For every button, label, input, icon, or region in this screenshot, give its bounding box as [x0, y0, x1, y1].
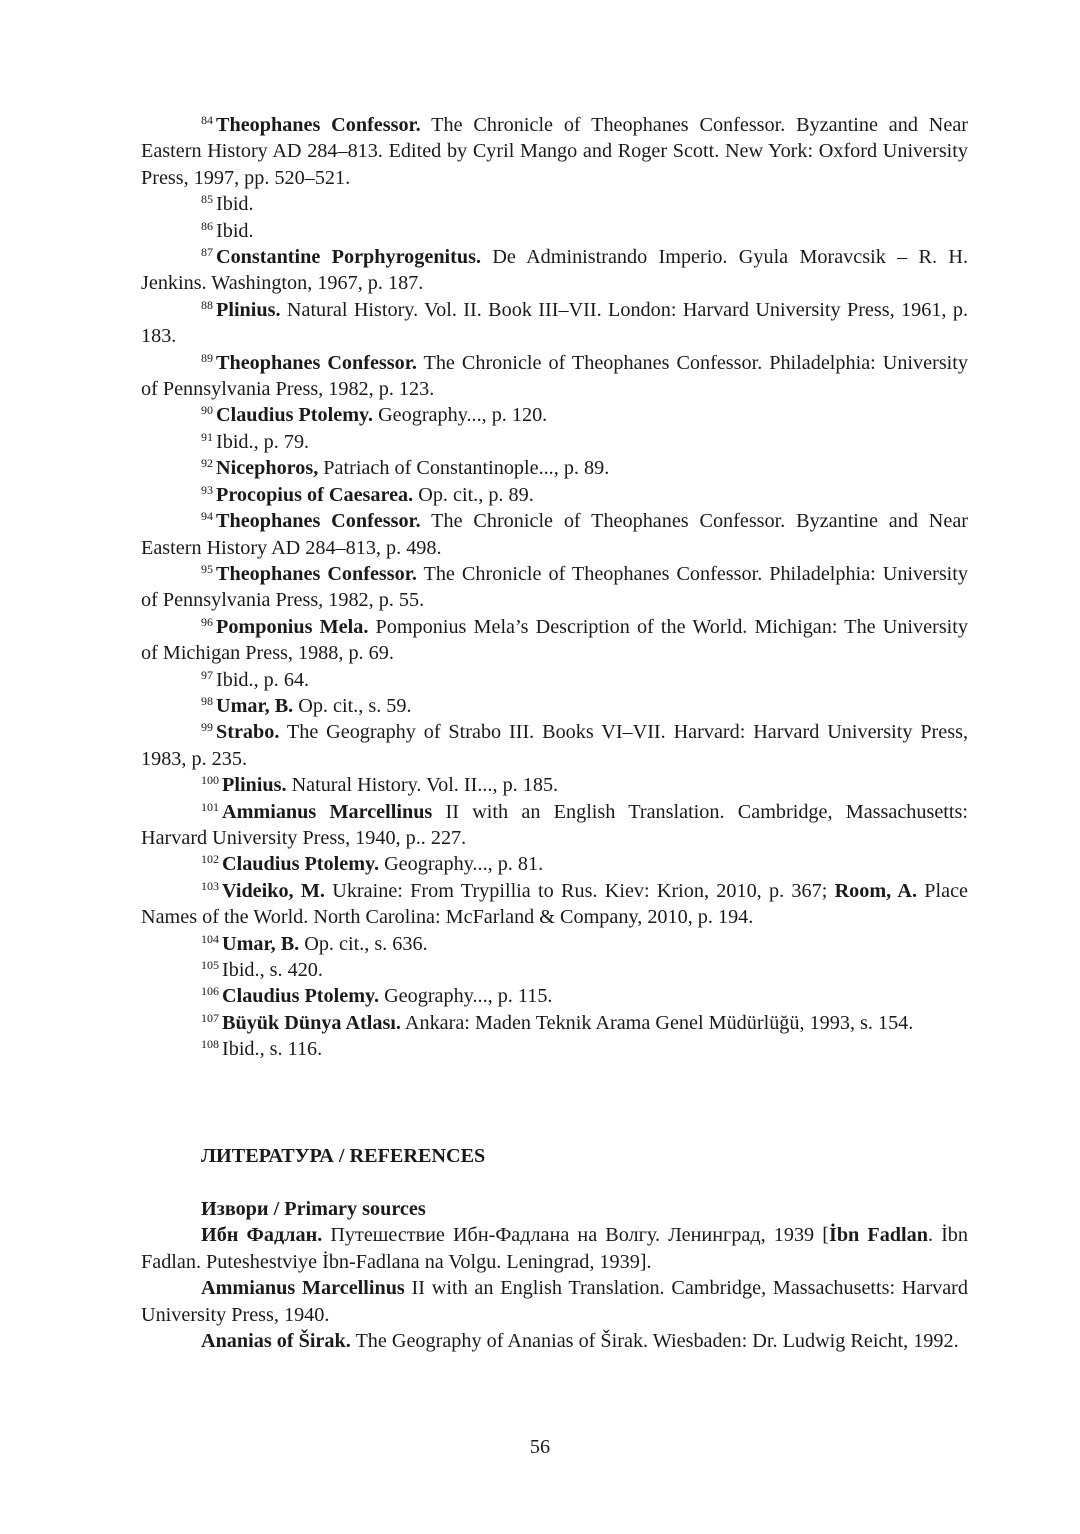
footnote-author: Claudius Ptolemy. [222, 853, 380, 876]
footnote-author: Plinius. [222, 774, 287, 797]
footnote-author: Strabo. [216, 721, 280, 744]
reference-entry [141, 1275, 968, 1328]
footnote [141, 957, 968, 983]
footnote-number: 104 [201, 931, 219, 946]
footnote-number: 88 [201, 297, 213, 312]
reference-entry [141, 1328, 968, 1354]
reference-text: . İbn Fadlan. Puteshestviye İbn-Fadlana na Volgu. Leningrad, 1939]. [141, 1224, 968, 1273]
footnote-text: Ibid., p. 64. [216, 668, 310, 691]
footnotes-list [141, 112, 968, 1063]
footnote-number: 94 [201, 509, 213, 524]
footnote-text: Geography..., p. 81. [379, 853, 544, 876]
footnote-number: 89 [201, 350, 213, 365]
footnote-number: 91 [201, 429, 213, 444]
footnote-number: 84 [201, 113, 213, 127]
footnote-number: 87 [201, 245, 213, 260]
footnote-text: Patriach of Constantinople..., p. 89. [318, 457, 610, 480]
reference-author: Ananias of Širak. [201, 1330, 351, 1353]
page-body [141, 112, 968, 1354]
footnote-number: 105 [201, 958, 219, 972]
footnote-text: The Chronicle of Theophanes Confessor. Philadelphia: University of Pennsylvania Press, 1982, p. 55. [141, 562, 968, 612]
footnote-text: Op. cit., s. 636. [299, 932, 428, 955]
footnote-author: Constantine Porphyrogenitus. [216, 246, 482, 269]
footnote-text: Geography..., p. 120. [373, 404, 548, 427]
footnote [141, 297, 968, 350]
footnote-number: 103 [201, 878, 219, 893]
footnote-text: Ibid., s. 420. [222, 959, 323, 981]
footnote [141, 429, 968, 455]
footnote-author: Theophanes Confessor. [216, 510, 421, 533]
footnote-text: The Geography of Strabo III. Books VI–VII. Harvard: Harvard University Press, 1983, p. 235. [141, 721, 968, 770]
footnote-text: Op. cit., s. 59. [293, 694, 412, 717]
footnote [141, 614, 968, 667]
footnote-text: Ibid., p. 79. [216, 430, 310, 453]
footnote [141, 218, 968, 244]
footnote-author: Pomponius Mela. [216, 615, 369, 638]
footnote-number: 106 [201, 984, 219, 999]
footnote-number: 90 [201, 403, 213, 418]
footnote [141, 667, 968, 693]
footnote [141, 772, 968, 798]
footnote [141, 983, 968, 1009]
reference-author: Ammianus Marcellinus [201, 1277, 405, 1300]
footnote-author: Claudius Ptolemy. [222, 985, 380, 1008]
footnote [141, 191, 968, 217]
footnote-text: Natural History. Vol. II..., p. 185. [286, 774, 559, 797]
footnote-author: Claudius Ptolemy. [216, 404, 374, 427]
footnote-number: 93 [201, 482, 213, 497]
footnote-author: Theophanes Confessor. [216, 562, 417, 585]
footnote-text: The Chronicle of Theophanes Confessor. Philadelphia: University of Pennsylvania Press, 1982, p. 123. [141, 351, 968, 401]
primary-sources-heading: Извори / Primary sources [201, 1198, 426, 1221]
footnote-text: Pomponius Mela’s Description of the World. Michigan: The University of Michigan Press, 1988, p. 69. [141, 615, 968, 665]
footnote-text: The Chronicle of Theophanes Confessor. Byzantine and Near Eastern History AD 284–813. Edited by Cyril Mango and Roger Scott. New York: Oxford University Press, 1997, pp. 520–521. [141, 114, 968, 189]
footnote-text: Ibid., s. 116. [222, 1038, 323, 1061]
footnote [141, 1036, 968, 1062]
footnote-text: Ukraine: From Trypillia to Rus. Kiev: Krion, 2010, p. 367; [324, 879, 835, 902]
footnote-text: Geography..., p. 115. [379, 985, 553, 1008]
footnote-number: 99 [201, 720, 213, 735]
footnote [141, 244, 968, 297]
footnote [141, 561, 968, 614]
footnote [141, 851, 968, 877]
footnote-text: Place Names of the World. North Carolina: McFarland & Company, 2010, p. 194. [141, 879, 969, 929]
footnote-author: Procopius of Caesarea. [216, 483, 414, 506]
footnote-number: 92 [201, 456, 213, 471]
reference-text: II with an English Translation. Cambridge, Massachusetts: Harvard University Press, 1940. [141, 1277, 969, 1326]
footnote [141, 878, 968, 931]
footnote [141, 931, 968, 957]
footnote-text: The Chronicle of Theophanes Confessor. Byzantine and Near Eastern History AD 284–813, p. 498. [141, 510, 968, 559]
reference-text: The Geography of Ananias of Širak. Wiesbaden: Dr. Ludwig Reicht, 1992. [350, 1330, 959, 1353]
footnote-author: Theophanes Confessor. [216, 114, 421, 136]
footnote-text: Ibid. [216, 219, 254, 242]
footnote-author: Plinius. [216, 298, 281, 321]
footnote [141, 455, 968, 481]
footnote-number: 85 [201, 192, 213, 207]
footnote [141, 799, 968, 852]
footnote [141, 402, 968, 428]
footnote-text: De Administrando Imperio. Gyula Moravcsik – R. H. Jenkins. Washington, 1967, p. 187. [141, 246, 968, 295]
footnote [141, 719, 968, 772]
reference-author: Ибн Фадлан. [201, 1224, 323, 1247]
footnote-number: 102 [201, 852, 219, 867]
footnote-number: 98 [201, 693, 213, 708]
footnote-number: 95 [201, 561, 213, 576]
footnote-number: 96 [201, 614, 213, 629]
reference-text: Путешествие Ибн-Фадлана на Волгу. Ленинград, 1939 [ [322, 1224, 829, 1247]
footnote [141, 1010, 968, 1036]
footnote-author: Videiko, M. [222, 879, 325, 902]
footnote [141, 350, 968, 403]
footnote [141, 112, 968, 191]
footnote-number: 108 [201, 1037, 219, 1052]
footnote-number: 107 [201, 1010, 219, 1025]
footnote-author: Umar, B. [222, 932, 300, 955]
footnote-number: 101 [201, 799, 219, 814]
footnote-text: Natural History. Vol. II. Book III–VII. London: Harvard University Press, 1961, p. 183. [141, 298, 968, 348]
footnote-number: 86 [201, 218, 213, 233]
footnote-author: Room, A. [834, 879, 918, 902]
reference-entry [141, 1222, 968, 1275]
footnote-author: Büyük Dünya Atlası. [222, 1011, 401, 1034]
footnote [141, 693, 968, 719]
footnote-text: II with an English Translation. Cambridge, Massachusetts: Harvard University Press, 1940, p.. 227. [141, 800, 968, 849]
footnote-text: Ibid. [216, 193, 254, 216]
references-heading: ЛИТЕРАТУРА / REFERENCES [201, 1144, 486, 1167]
page-number: 56 [529, 1436, 551, 1458]
reference-author: İbn Fadlan [828, 1224, 928, 1247]
footnote-author: Ammianus Marcellinus [222, 800, 433, 823]
footnote-author: Nicephoros, [216, 457, 319, 480]
footnote [141, 508, 968, 561]
footnote-author: Umar, B. [216, 694, 294, 717]
footnote-text: Ankara: Maden Teknik Arama Genel Müdürlüğü, 1993, s. 154. [400, 1011, 914, 1034]
references-list [141, 1222, 968, 1354]
footnote-number: 100 [201, 773, 219, 788]
footnote-number: 97 [201, 667, 213, 682]
footnote [141, 482, 968, 508]
footnote-text: Op. cit., p. 89. [413, 483, 534, 506]
footnote-author: Theophanes Confessor. [216, 351, 417, 374]
